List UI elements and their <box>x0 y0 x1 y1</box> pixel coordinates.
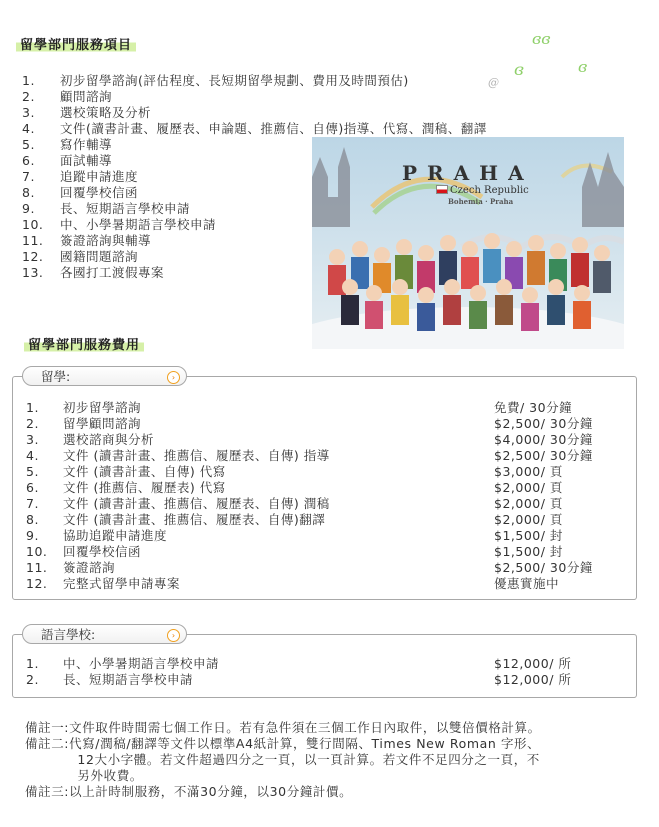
fee-row-service: 中、小學暑期語言學校申請 <box>63 656 220 671</box>
list-item-number: 13. <box>22 265 44 280</box>
fee-row-number: 11. <box>26 560 48 575</box>
fee-row-service: 初步留學諮詢 <box>63 400 142 415</box>
study-abroad-tab-label: 留學: <box>41 369 71 384</box>
photo-title: PRAHA <box>402 161 534 185</box>
fee-row <box>26 528 593 544</box>
fee-row-service: 文件 (推薦信、履歷表) 代寫 <box>63 480 226 495</box>
fee-row-price: $2,000/ 頁 <box>494 512 563 527</box>
fee-row-number: 7. <box>26 496 39 511</box>
fee-row <box>26 544 593 560</box>
list-item-number: 8. <box>22 185 35 200</box>
study-abroad-tab[interactable] <box>22 366 187 386</box>
list-item-number: 1. <box>22 73 35 88</box>
fee-row-service: 協助追蹤申請進度 <box>63 528 168 543</box>
fee-row-number: 10. <box>26 544 48 559</box>
fee-row-price: $2,000/ 頁 <box>494 480 563 495</box>
fee-row-service: 完整式留學申請專案 <box>63 576 181 591</box>
fee-row-number: 4. <box>26 448 39 463</box>
fee-row-price: $1,500/ 封 <box>494 544 563 559</box>
list-item-number: 9. <box>22 201 35 216</box>
list-item-text: 追蹤申請進度 <box>60 169 139 184</box>
fee-row-price: $2,000/ 頁 <box>494 496 563 511</box>
fee-row <box>26 672 571 688</box>
fee-row-number: 8. <box>26 512 39 527</box>
language-school-tab[interactable] <box>22 624 187 644</box>
fee-row-number: 5. <box>26 464 39 479</box>
study-abroad-fee-list <box>26 400 593 592</box>
note-line: 另外收費。 <box>25 768 143 783</box>
note-line: 備註二:代寫/潤稿/翻譯等文件以標準A4紙計算，雙行間隔、Times New Roman 字形、 <box>25 736 541 751</box>
fee-row-service: 簽證諮詢 <box>63 560 116 575</box>
decoration-doodle-icon: ɞɞ <box>532 30 551 48</box>
decoration-swirl-icon: @ <box>488 76 499 89</box>
fee-row-price: $12,000/ 所 <box>494 656 572 671</box>
fee-row-service: 長、短期語言學校申請 <box>63 672 194 687</box>
fee-row-number: 2. <box>26 672 39 687</box>
language-school-tab-label: 語言學校: <box>41 627 96 642</box>
fee-row-price: $2,500/ 30分鐘 <box>494 560 593 575</box>
fee-row-service: 留學顧問諮詢 <box>63 416 142 431</box>
list-item-text: 寫作輔導 <box>60 137 113 152</box>
fee-row-price: $3,000/ 頁 <box>494 464 563 479</box>
list-item-text: 簽證諮詢與輔導 <box>60 233 152 248</box>
list-item-text: 長、短期語言學校申請 <box>60 201 191 216</box>
language-school-fee-list <box>26 656 571 688</box>
fee-row-price: 優惠實施中 <box>494 576 560 591</box>
list-item-number: 2. <box>22 89 35 104</box>
services-heading: 留學部門服務項目 <box>16 34 136 53</box>
fee-row <box>26 432 593 448</box>
list-item-number: 4. <box>22 121 35 136</box>
list-item-text: 初步留學諮詢(評估程度、長短期留學規劃、費用及時間預估) <box>60 73 409 88</box>
fee-row-service: 文件 (讀書計畫、推薦信、履歷表、自傳)翻譯 <box>63 512 326 527</box>
fee-row-number: 9. <box>26 528 39 543</box>
list-item <box>22 89 487 105</box>
fee-row-number: 3. <box>26 432 39 447</box>
fee-row <box>26 512 593 528</box>
fee-row-number: 2. <box>26 416 39 431</box>
list-item-text: 文件(讀書計畫、履歷表、申論題、推薦信、自傳)指導、代寫、潤稿、翻譯 <box>60 121 487 136</box>
list-item-text: 國籍問題諮詢 <box>60 249 139 264</box>
fee-row <box>26 576 593 592</box>
czech-flag-icon <box>436 185 448 194</box>
fee-row <box>26 416 593 432</box>
fees-heading: 留學部門服務費用 <box>24 334 144 353</box>
list-item-number: 3. <box>22 105 35 120</box>
fee-row-service: 選校諮商與分析 <box>63 432 155 447</box>
fee-row <box>26 496 593 512</box>
fee-row-number: 1. <box>26 400 39 415</box>
fee-row-price: $1,500/ 封 <box>494 528 563 543</box>
fee-row-service: 回覆學校信函 <box>63 544 142 559</box>
list-item-text: 面試輔導 <box>60 153 113 168</box>
fee-row <box>26 480 593 496</box>
note-line: 12大小字體。若文件超過四分之一頁，以一頁計算。若文件不足四分之一頁，不 <box>25 752 540 767</box>
fee-row-price: $2,500/ 30分鐘 <box>494 416 593 431</box>
list-item-text: 各國打工渡假專案 <box>60 265 165 280</box>
fee-row-service: 文件 (讀書計畫、推薦信、履歷表、自傳) 指導 <box>63 448 330 463</box>
fee-row <box>26 464 593 480</box>
list-item-number: 12. <box>22 249 44 264</box>
chevron-right-icon: › <box>167 629 180 642</box>
fee-row-price: 免費/ 30分鐘 <box>494 400 573 415</box>
list-item-text: 顧問諮詢 <box>60 89 113 104</box>
list-item-text: 選校策略及分析 <box>60 105 152 120</box>
fee-row <box>26 656 571 672</box>
note-line: 備註一:文件取件時間需七個工作日。若有急件須在三個工作日內取件，以雙倍價格計算。 <box>25 720 541 735</box>
list-item-number: 6. <box>22 153 35 168</box>
note-line: 備註三:以上計時制服務，不滿30分鐘，以30分鐘計價。 <box>25 784 353 799</box>
fee-row <box>26 400 593 416</box>
fee-row-price: $12,000/ 所 <box>494 672 572 687</box>
fee-row <box>26 448 593 464</box>
list-item-text: 中、小學暑期語言學校申請 <box>60 217 217 232</box>
list-item-number: 10. <box>22 217 44 232</box>
fee-row-number: 12. <box>26 576 48 591</box>
chevron-right-icon: › <box>167 371 180 384</box>
list-item <box>22 73 487 89</box>
notes <box>25 720 541 800</box>
fee-row-price: $4,000/ 30分鐘 <box>494 432 593 447</box>
fee-row-service: 文件 (讀書計畫、自傳) 代寫 <box>63 464 226 479</box>
list-item <box>22 105 487 121</box>
fee-row-number: 1. <box>26 656 39 671</box>
fee-row-number: 6. <box>26 480 39 495</box>
decoration-doodle-icon: ɞ <box>514 60 524 79</box>
list-item <box>22 121 487 137</box>
fee-row-service: 文件 (讀書計畫、推薦信、履歷表、自傳) 潤稿 <box>63 496 330 511</box>
list-item-number: 7. <box>22 169 35 184</box>
photo-subtitle: Czech Republic <box>436 185 529 196</box>
list-item-text: 回覆學校信函 <box>60 185 139 200</box>
list-item-number: 5. <box>22 137 35 152</box>
list-item-number: 11. <box>22 233 44 248</box>
fee-row-price: $2,500/ 30分鐘 <box>494 448 593 463</box>
photo-tagline: Bohemia · Praha <box>448 197 514 206</box>
study-abroad-fee-box <box>12 376 637 600</box>
praha-group-photo <box>312 137 624 349</box>
fee-row <box>26 560 593 576</box>
decoration-doodle-icon: ɞ <box>578 58 588 76</box>
